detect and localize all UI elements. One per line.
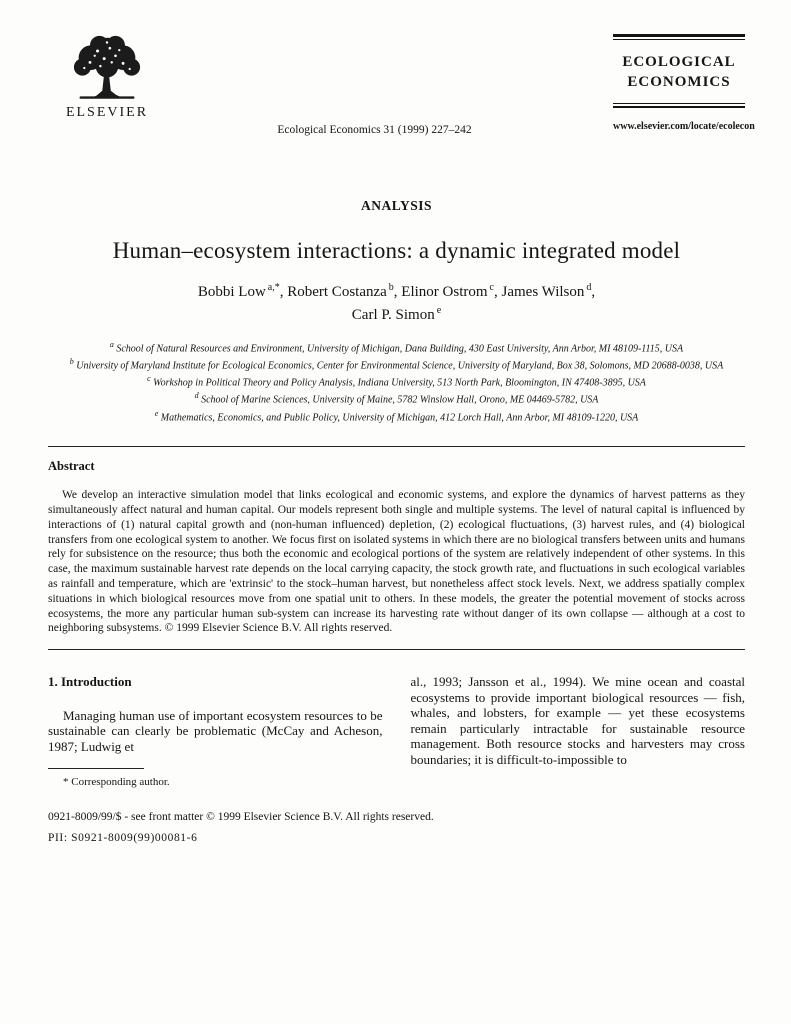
abstract-heading: Abstract (48, 459, 95, 474)
affiliation-list (48, 339, 745, 426)
author: Bobbi Low $^{a,*}$, (197, 282, 288, 300)
elsevier-logo (48, 34, 166, 121)
section-label: ANALYSIS (360, 198, 433, 213)
elsevier-tree-icon (48, 34, 166, 104)
abstract-text: We develop an interactive simulation model that links ecological and economic systems, and explore the dynamics of harvest patterns as they simultaneously affect natural and human capital. Our models represent both single and multiple systems. The level of natural capital is influenced by interactions of (1) natural capital growth and (non-human influenced) depletion, (2) ecological fluctuations, (3) harvest rules, and (4) biological transfers from one ecological system to another. We focus first on isolated systems in which there are no biological transfers between units and humans rely for subsistence on the resource; thus both the economic and ecological portions of the system are relatively independent of other systems. In this case, the maximum sustainable harvest rate depends on the local carrying capacity, the stock growth rate, and fluctuations in such ecological variables as rainfall and temperature, which are 'extrinsic' to the stock–human harvest, but nonetheless affect stock levels. Next, we address spatially complex situations in which biological resources move from one spatial unit to others. In these models, the greater the potential movement of stocks across ecosystems, the more any particular human sub-system can increase its harvesting rate without danger of its own collapse — although at a cost to neighboring subsystems. © 1999 Elsevier Science B.V. All rights reserved. (48, 489, 745, 635)
masthead-rule-top-thick (613, 34, 745, 37)
article-body (48, 674, 745, 791)
author: Carl P. Simon $^e$ (351, 304, 442, 323)
abstract-divider-bottom (48, 649, 745, 650)
abstract-divider-top (48, 446, 745, 447)
page-header (48, 34, 755, 142)
issn-copyright-line: 0921-8009/99/$ - see front matter © 1999 Elsevier Science B.V. All rights reserved. (48, 810, 434, 823)
affiliation: $^c$ Workshop in Political Theory and Policy Analysis, Indiana University, 513 North Park, Bloomington, IN 47408-3895, USA (147, 374, 646, 389)
left-column (48, 674, 383, 791)
footnote-divider (48, 768, 144, 769)
journal-masthead (613, 34, 755, 132)
author-list (48, 281, 745, 327)
author: Robert Costanza $^b$, (287, 282, 402, 300)
author: James Wilson $^d$, (501, 282, 596, 300)
publisher-name: ELSEVIER (65, 105, 149, 120)
affiliation: $^b$ University of Maryland Institute for Ecological Economics, Center for Environmental Science, University of Maryland, Box 38, Solomons, MD 20688-0038, USA (69, 356, 724, 372)
author: Elinor Ostrom $^c$, (401, 282, 502, 300)
introduction-paragraph-right: al., 1993; Jansson et al., 1994). We mine ocean and coastal ecosystems to provide important biological resources — fish, whales, and lobsters, for example — yet these ecosystems remain particularly intractable for sustainable resource management. Both resource stocks and harvesters may cross boundaries; it is difficult-to-impossible to (410, 674, 745, 767)
journal-name: ECOLOGICAL ECONOMICS (622, 54, 736, 90)
masthead-rule-top-thin (613, 39, 745, 40)
right-column (411, 674, 746, 791)
journal-website-url: www.elsevier.com/locate/ecolecon (613, 121, 755, 132)
introduction-heading: 1. Introduction (48, 674, 132, 690)
author-line-1 (48, 281, 745, 304)
affiliation: $^d$ School of Marine Sciences, University of Maine, 5782 Winslow Hall, Orono, ME 04469-5782, USA (194, 391, 599, 406)
masthead-rule-bottom-thin (613, 103, 745, 104)
author-line-2 (48, 304, 745, 327)
article-footer (48, 807, 745, 851)
journal-citation: Ecological Economics 31 (1999) 227–242 (277, 124, 472, 136)
article-title: Human–ecosystem interactions: a dynamic integrated model (112, 238, 681, 263)
affiliation: $^a$ School of Natural Resources and Environment, University of Michigan, Dana Building, 430 East University, Ann Arbor, MI 48109-1115, USA (109, 339, 684, 354)
masthead-rule-bottom-thick (613, 106, 745, 108)
affiliation: $^e$ Mathematics, Economics, and Public Policy, University of Michigan, 412 Lorch Hall, Ann Arbor, MI 48109-1220, USA (154, 408, 639, 424)
corresponding-author-footnote: * Corresponding author. (63, 776, 170, 789)
pii-line: PII: S0921-8009(99)00081-6 (48, 832, 198, 845)
introduction-paragraph-left: Managing human use of important ecosystem resources to be sustainable can clearly be problematic (McCay and Acheson, 1987; Ludwig et (48, 707, 383, 754)
